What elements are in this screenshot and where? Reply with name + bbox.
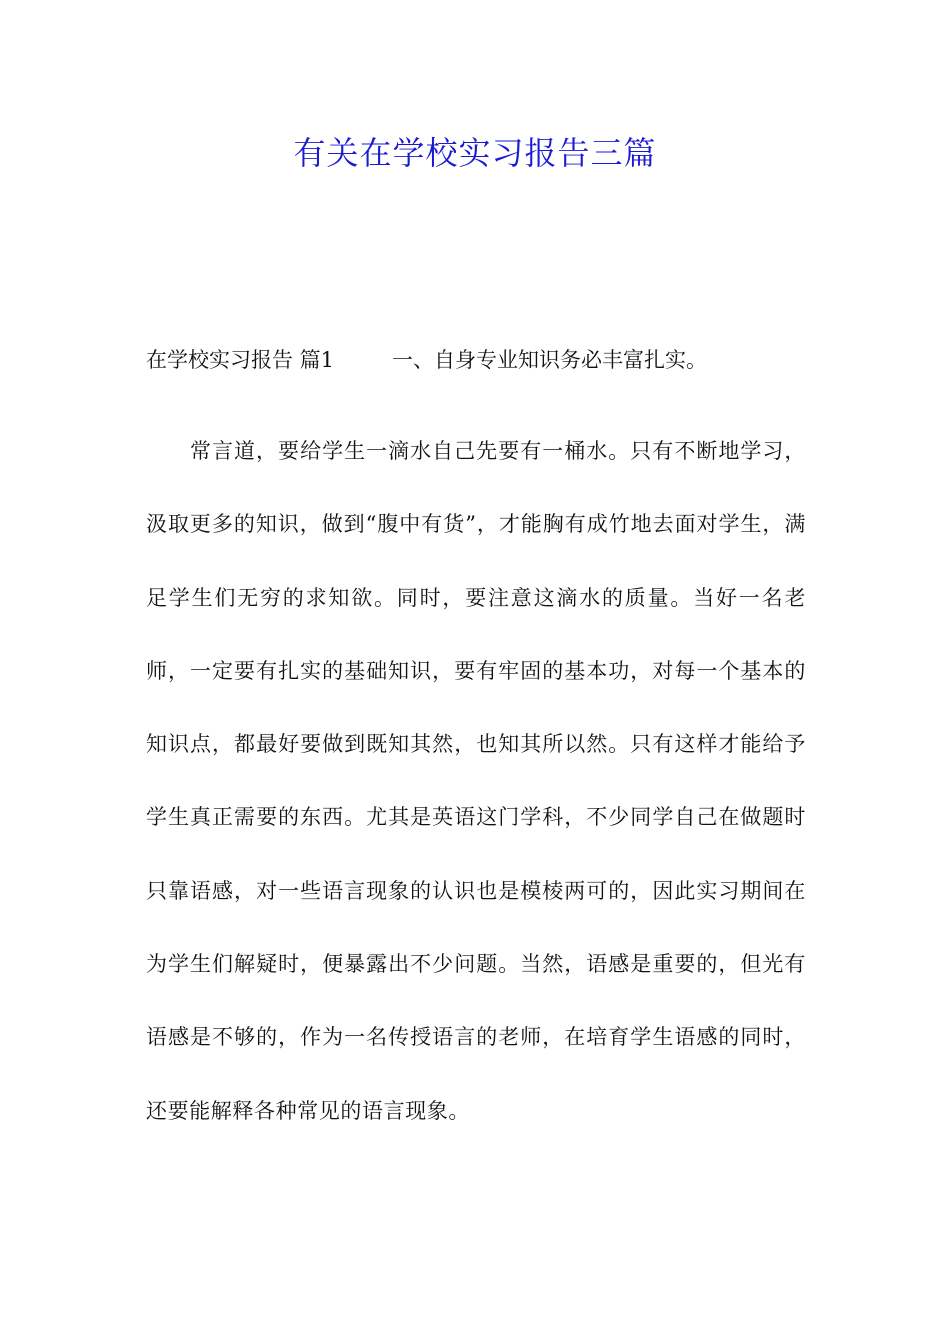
section-heading-line xyxy=(146,340,826,380)
body-paragraph: 常言道，要给学生一滴水自己先要有一桶水。只有不断地学习，汲取更多的知识，做到“腹中有货”，才能胸有成竹地去面对学生，满足学生们无穷的求知欲。同时，要注意这滴水的质量。当好一名老师，一定要有扎实的基础知识，要有牢固的基本功，对每一个基本的知识点，都最好要做到既知其然，也知其所以然。只有这样才能给予学生真正需要的东西。尤其是英语这门学科，不少同学自己在做题时只靠语感，对一些语言现象的认识也是模棱两可的，因此实习期间在为学生们解疑时，便暴露出不少问题。当然，语感是重要的，但光有语感是不够的，作为一名传授语言的老师，在培育学生语感的同时，还要能解释各种常见的语言现象。 xyxy=(146,439,806,1123)
document-title: 有关在学校实习报告三篇 xyxy=(293,134,657,172)
section-label: 在学校实习报告 篇1 xyxy=(146,348,335,372)
section-subheading: 一、自身专业知识务必丰富扎实。 xyxy=(392,348,708,372)
